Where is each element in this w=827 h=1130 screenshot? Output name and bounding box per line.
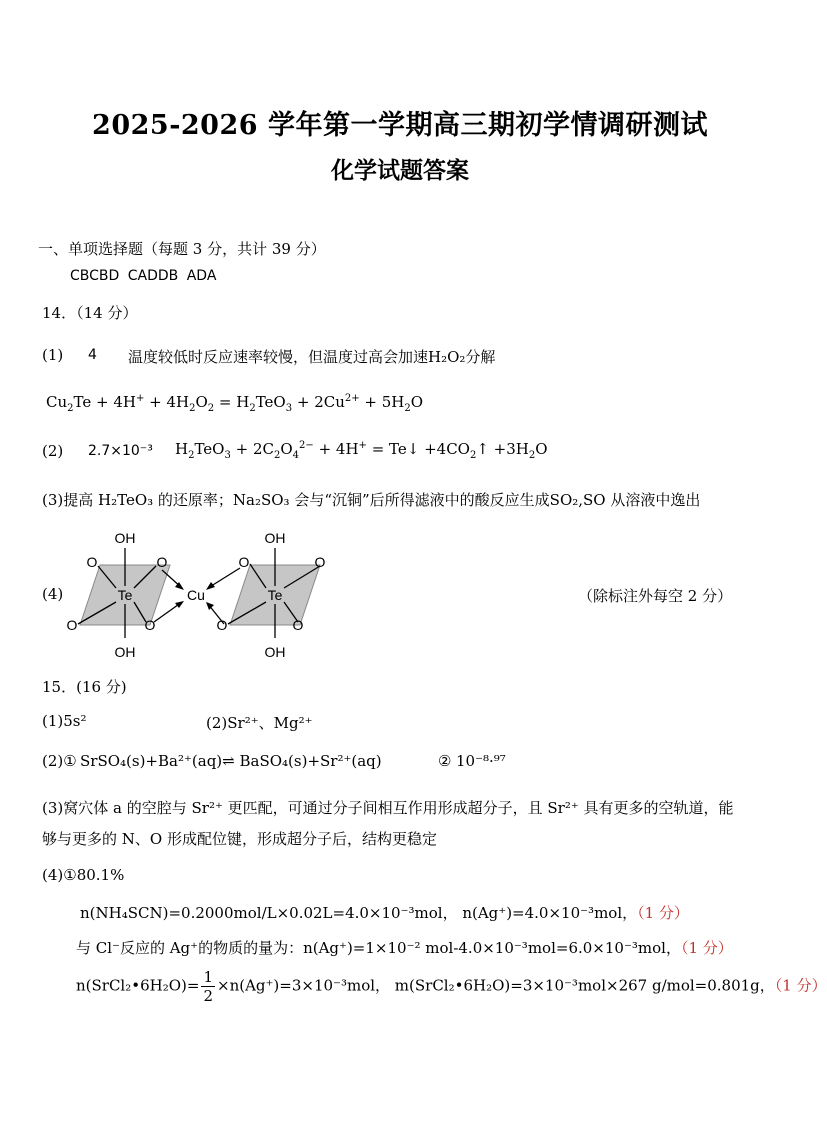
q14-p1-text: 温度较低时反应速率较慢，但温度过高会加速H₂O₂分解 (128, 348, 496, 366)
te-cu-complex-structure (58, 530, 348, 660)
oh-label: OH (114, 530, 136, 546)
q14-p4-label: (4) (42, 585, 64, 603)
point-mark: （1 分） (637, 904, 689, 922)
q14-p4-note: （除标注外每空 2 分） (578, 587, 733, 605)
o-label: O (238, 554, 250, 570)
cu-label: Cu (187, 587, 205, 603)
q14-p1-label: (1) (42, 346, 64, 364)
exam-subtitle: 化学试题答案 (331, 157, 469, 184)
o-label: O (156, 554, 168, 570)
q14-p1-value: 4 (88, 347, 97, 363)
point-mark: （1 分） (774, 976, 827, 995)
q15-p2-label: (2)① (42, 752, 77, 770)
o-label: O (144, 617, 156, 633)
o-label: O (66, 617, 78, 633)
te-label: Te (117, 587, 133, 603)
q15-calc-line2: 与 Cl⁻反应的 Ag⁺的物质的量为：n(Ag⁺)=1×10⁻² mol-4.0×10⁻³mol=6.0×10⁻³mol，（1 分） (76, 939, 733, 957)
q15-p1a: (1)5s² (42, 712, 87, 730)
oh-label: OH (264, 530, 286, 546)
q15-p2-k-label: ② (438, 752, 452, 770)
q15-p4-label: (4)①80.1% (42, 866, 125, 884)
q14-equation-2: $H_2TeO_3 + 2C_2O_4^{2-} + 4H^+$ = Te↓ $+4CO_2↑ +3H_2O$ (175, 440, 548, 461)
o-label: O (216, 617, 228, 633)
q15-p2-equation: SrSO₄(s)+Ba²⁺(aq)⇌ BaSO₄(s)+Sr²⁺(aq) (80, 752, 382, 770)
q15-header: 15．(16 分) (42, 678, 127, 696)
point-mark: （1 分） (680, 939, 733, 957)
o-label: O (314, 554, 326, 570)
q15-calc-line3: n(SrCl₂•6H₂O)= $\frac{1}{2}$ ×n(Ag⁺)=3×10⁻³mol， m(SrCl₂•6H₂O)=3×10⁻³mol×267 g/mol=0.801g，（1 分） (76, 968, 827, 1005)
q15-p1b: (2)Sr²⁺、Mg²⁺ (206, 714, 313, 732)
fraction-one-half: $\frac{1}{2}$ (203, 968, 213, 1005)
q15-p2-k-value: 10⁻⁸·⁹⁷ (456, 752, 506, 770)
exam-title: 2025-2026 学年第一学期高三期初学情调研测试 (92, 110, 708, 141)
q14-p3: (3)提高 H₂TeO₃ 的还原率；Na₂SO₃ 会与“沉铜”后所得滤液中的酸反应生成SO₂,SO 从溶液中逸出 (42, 491, 701, 509)
q14-header: 14．（14 分） (42, 304, 138, 322)
h2o2-formula: H₂O₂ (428, 348, 466, 366)
q14-equation-1: $Cu_2Te + 4H^+ + 4H_2O_2 = H_2TeO_3 + 2Cu^{2+} + 5H_2O$ (46, 393, 424, 414)
q15-p3-line2: 够与更多的 N、O 形成配位键，形成超分子后，结构更稳定 (42, 830, 437, 848)
o-label: O (292, 617, 304, 633)
q14-p2-label: (2) (42, 442, 64, 460)
q15-p3-line1: (3)窝穴体 a 的空腔与 Sr²⁺ 更匹配，可通过分子间相互作用形成超分子，且 Sr²⁺ 具有更多的空轨道，能 (42, 799, 734, 817)
oh-label: OH (114, 644, 136, 660)
te-label: Te (267, 587, 283, 603)
mc-answers: CBCBD CADDB ADA (70, 268, 217, 284)
q15-calc-line1: n(NH₄SCN)=0.2000mol/L×0.02L=4.0×10⁻³mol， n(Ag⁺)=4.0×10⁻³mol，（1 分） (80, 904, 689, 922)
section1-heading: 一、单项选择题（每题 3 分，共计 39 分） (38, 240, 326, 258)
oh-label: OH (264, 644, 286, 660)
o-label: O (86, 554, 98, 570)
q14-p2-value: 2.7×10⁻³ (88, 443, 153, 459)
